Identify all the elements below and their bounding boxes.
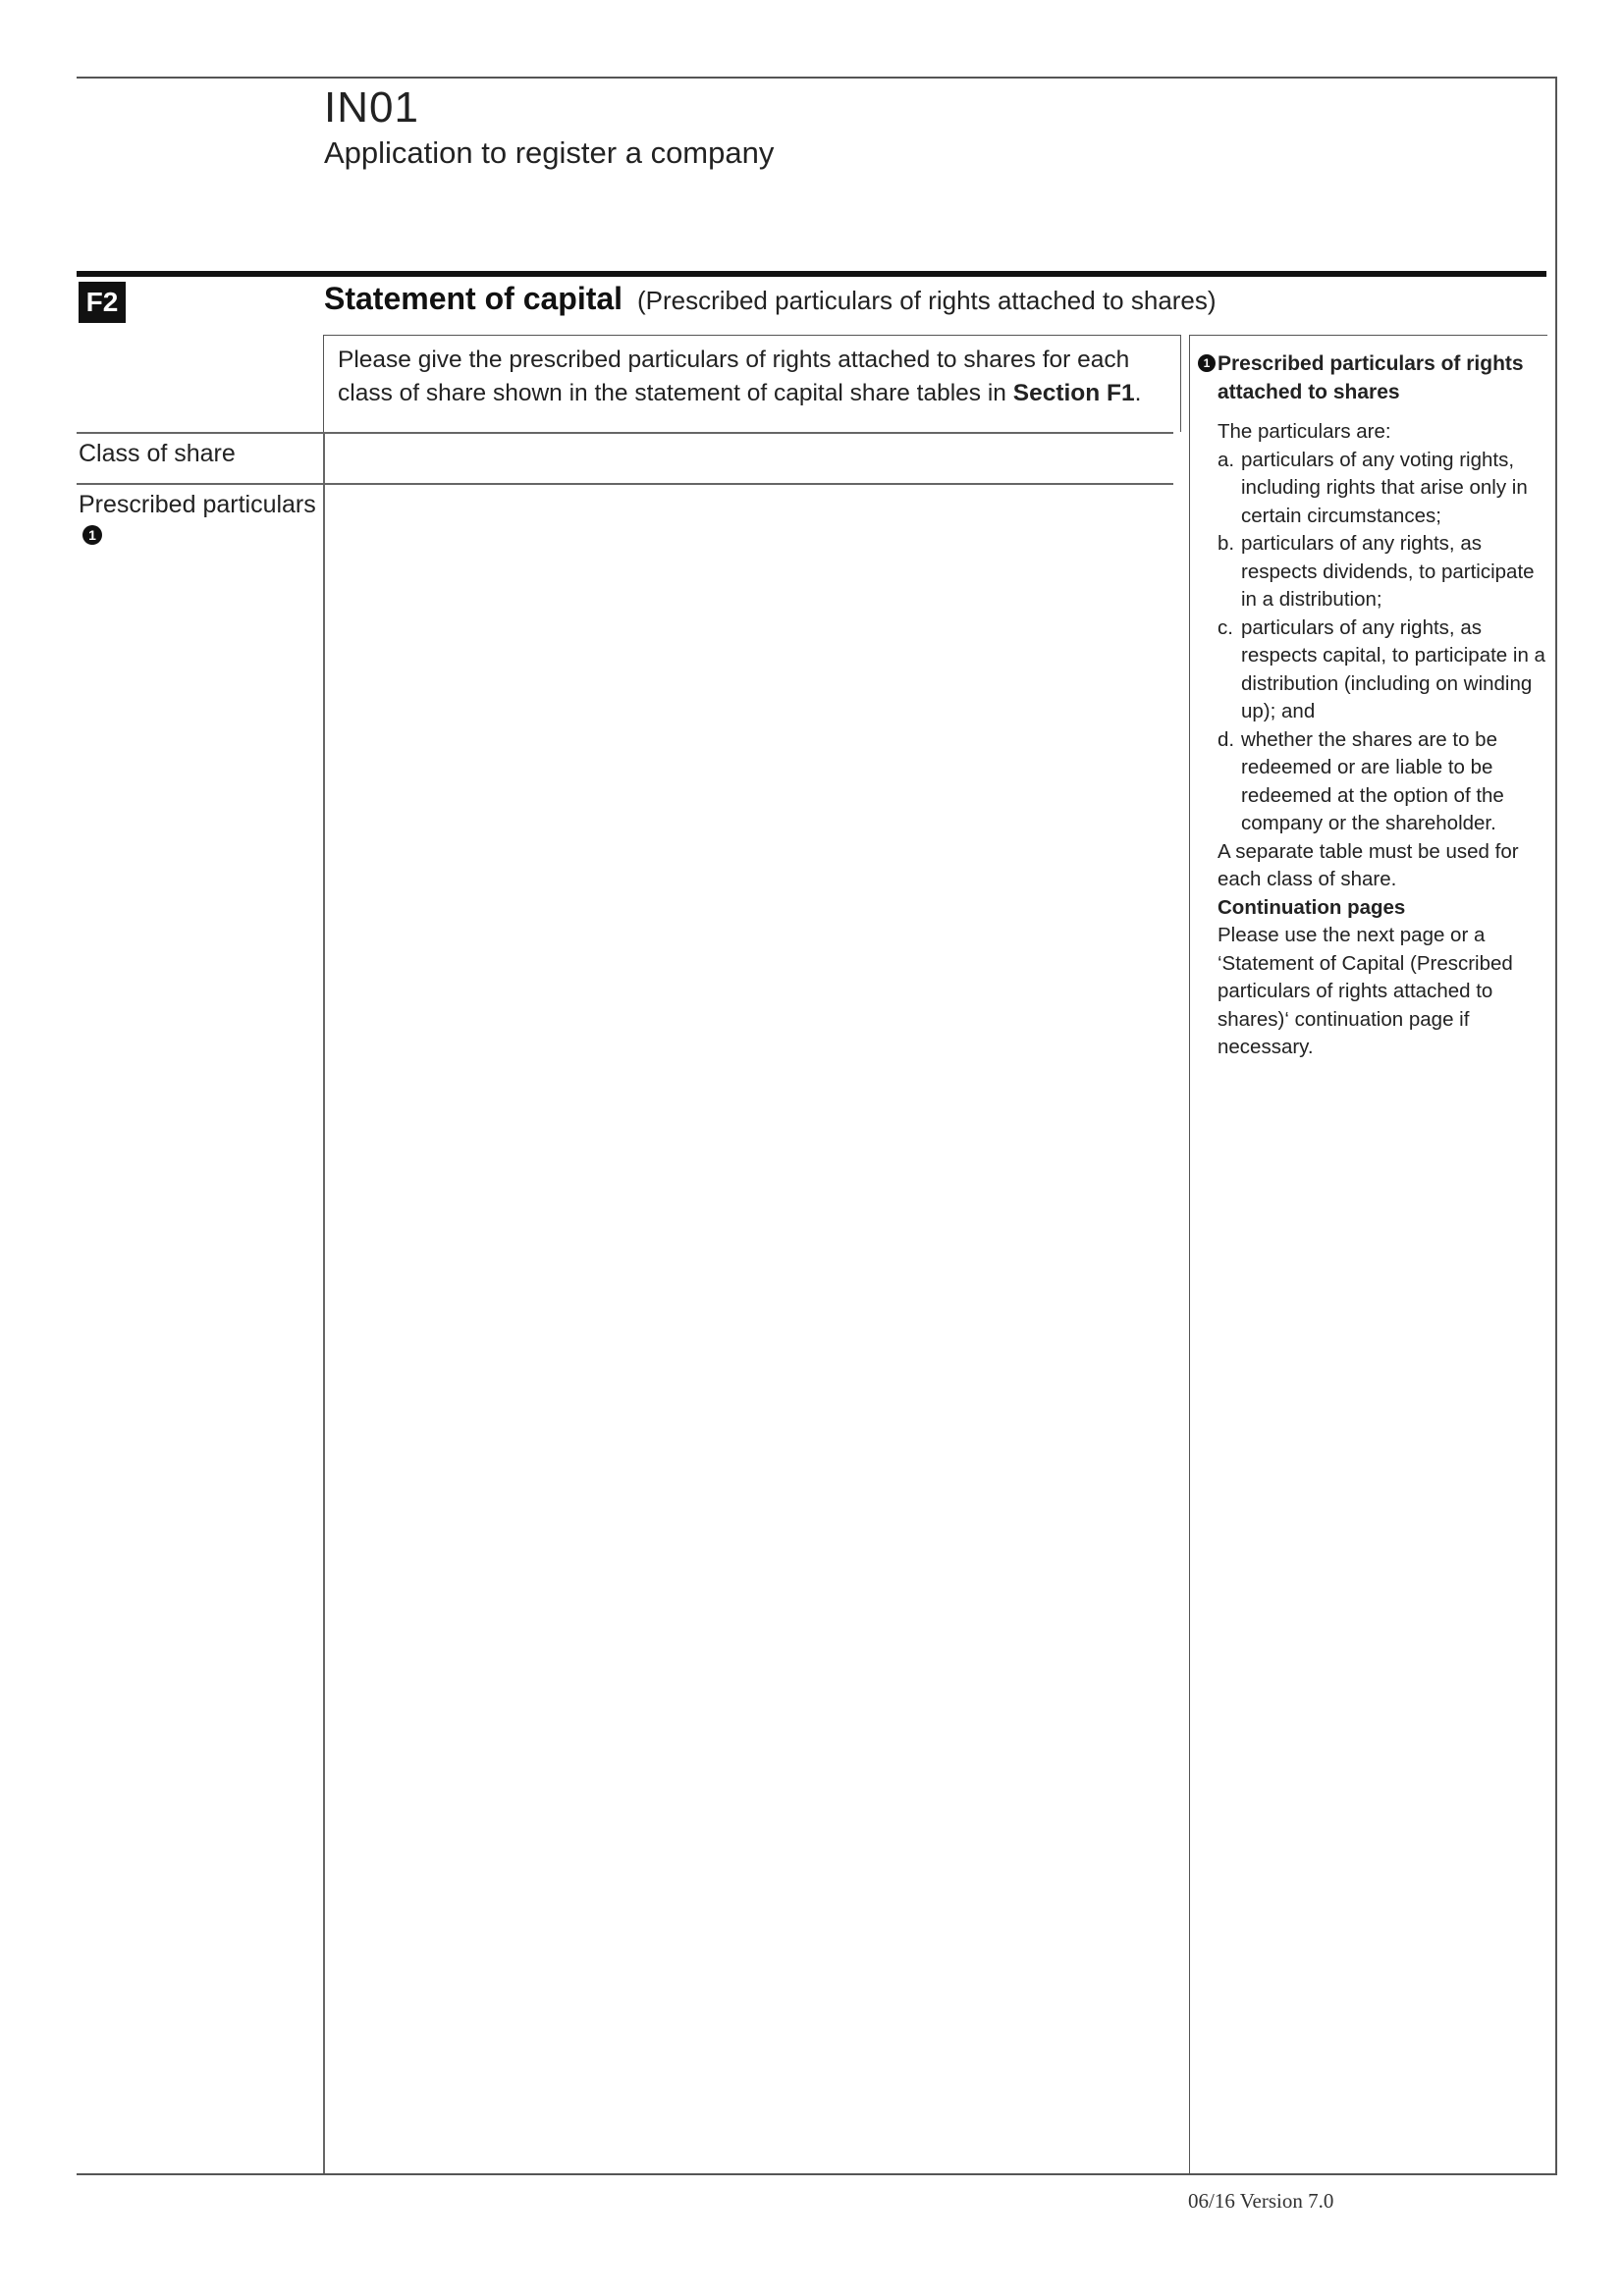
list-marker: a.: [1218, 448, 1235, 471]
row-divider-mid: [77, 483, 1173, 485]
guidance-heading-text: Prescribed particulars of rights attached to shares: [1218, 352, 1524, 403]
instruction-pre: Please give the prescribed particulars of rights attached to shares for each class of share shown in the statement of capital share tables in: [338, 347, 1130, 406]
form-code: IN01: [324, 83, 419, 132]
row-divider-top: [77, 432, 1173, 434]
guidance-list-item: [1218, 614, 1551, 726]
list-marker: c.: [1218, 615, 1233, 639]
continuation-text: Please use the next page or a ‘Statement of Capital (Prescribed particulars of rights attached to shares)‘ continuation page if necessary.: [1218, 924, 1513, 1058]
section-badge: F2: [79, 282, 126, 323]
instruction-post: .: [1134, 380, 1142, 406]
prescribed-particulars-label: Prescribed particulars: [79, 491, 316, 518]
section-title-text: Statement of capital: [324, 281, 623, 316]
guidance-list-item: [1218, 530, 1551, 614]
guidance-heading: [1198, 349, 1551, 406]
section-subtitle: (Prescribed particulars of rights attached to shares): [636, 286, 1217, 315]
prescribed-particulars-field[interactable]: [327, 487, 1171, 2169]
list-marker: b.: [1218, 532, 1235, 555]
section-divider: [77, 271, 1546, 277]
guidance-body: [1198, 418, 1551, 1062]
label-column-divider: [323, 432, 325, 2173]
note-1-icon: 1: [82, 525, 102, 545]
form-title: Application to register a company: [324, 135, 775, 170]
class-of-share-field[interactable]: [327, 436, 1171, 479]
list-text: whether the shares are to be redeemed or are liable to be redeemed at the option of the company or the shareholder.: [1241, 727, 1504, 834]
guidance-content: [1198, 349, 1551, 1062]
section-title: [324, 281, 1217, 317]
page-frame-right: [1555, 77, 1557, 2174]
separate-table-note: A separate table must be used for each class of share.: [1218, 839, 1519, 890]
list-text: particulars of any voting rights, including rights that arise only in certain circumstances;: [1241, 448, 1528, 527]
guidance-list-item: [1218, 447, 1551, 531]
instruction-section-ref: Section F1: [1012, 380, 1135, 406]
continuation-heading: Continuation pages: [1218, 895, 1406, 919]
page-frame-top: [77, 77, 1556, 79]
instruction-text: [338, 344, 1172, 410]
class-of-share-label: Class of share: [79, 440, 236, 467]
guidance-list-item: [1218, 726, 1551, 838]
version-label: 06/16 Version 7.0: [1188, 2189, 1334, 2213]
note-1-icon: 1: [1198, 354, 1216, 372]
list-text: particulars of any rights, as respects capital, to participate in a distribution (including on winding up); and: [1241, 615, 1545, 722]
list-marker: d.: [1218, 727, 1235, 751]
list-text: particulars of any rights, as respects dividends, to participate in a distribution;: [1241, 532, 1535, 611]
guidance-intro: The particulars are:: [1218, 420, 1391, 443]
